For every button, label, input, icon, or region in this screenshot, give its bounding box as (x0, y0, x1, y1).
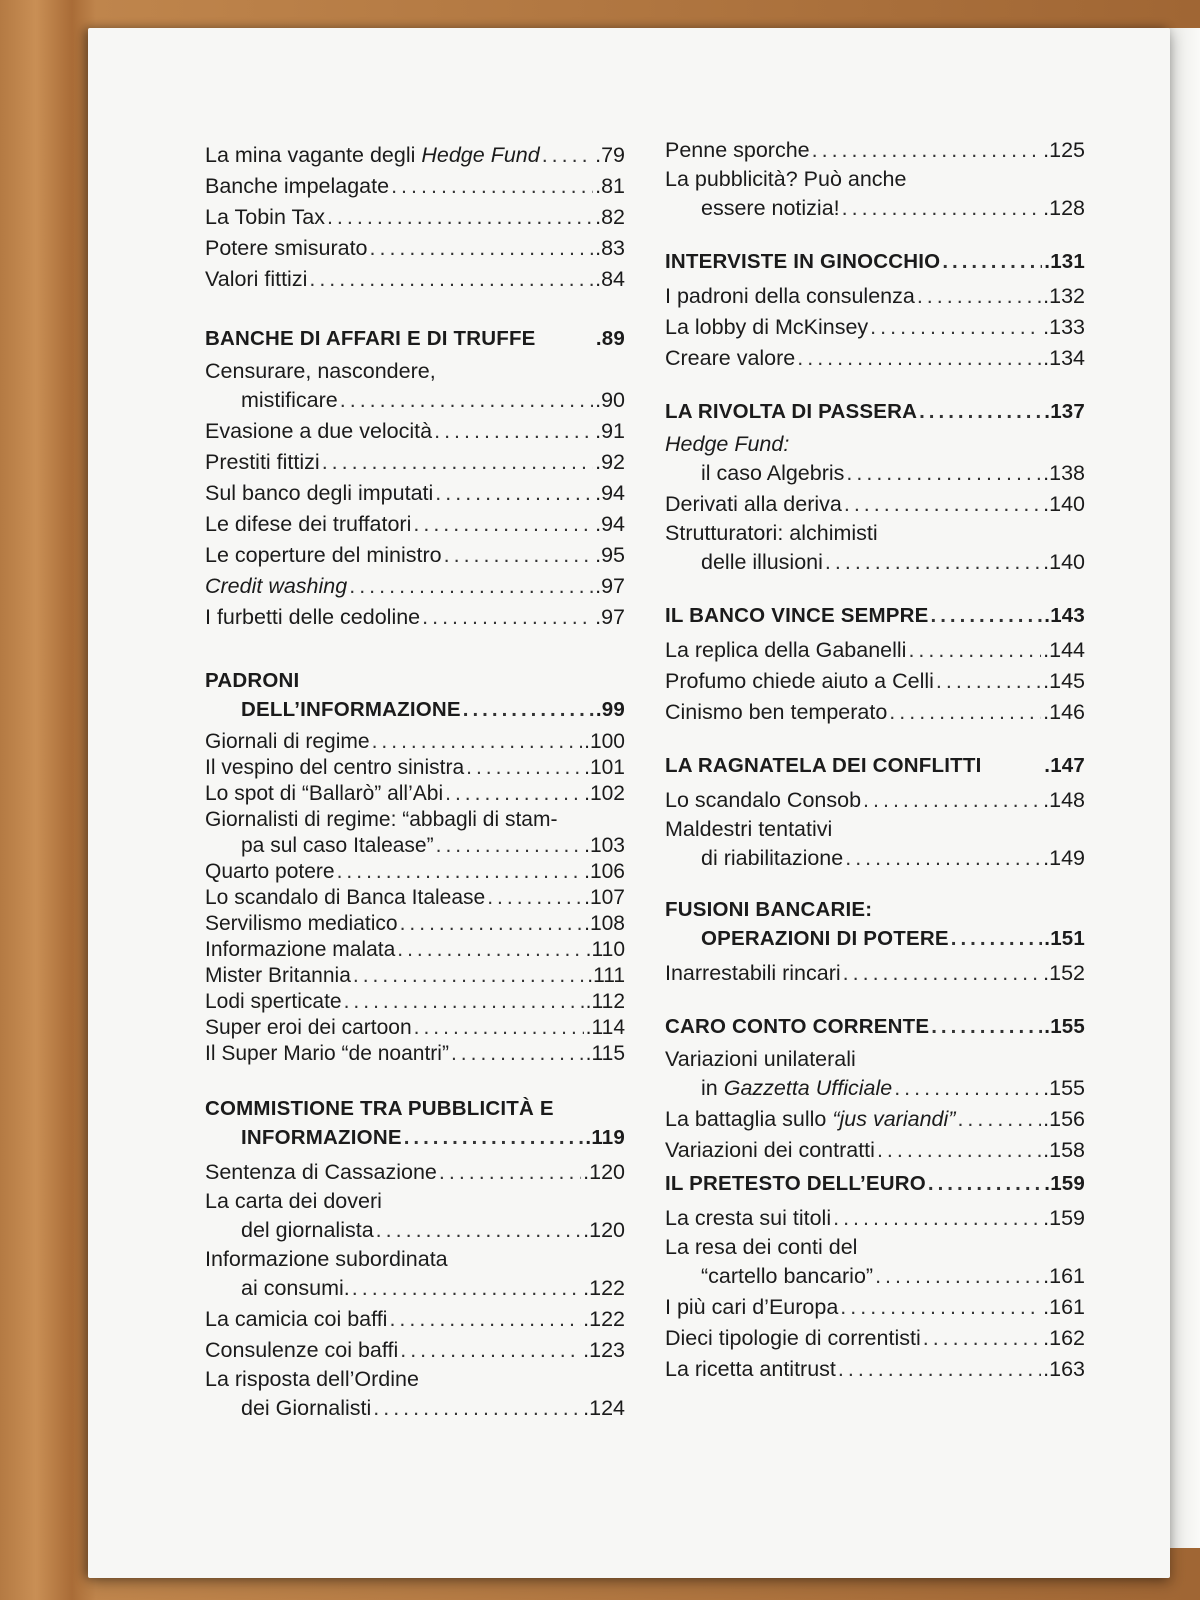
page-number: . 159 (1043, 1203, 1085, 1234)
toc-entry (205, 447, 625, 478)
toc-section-title (205, 667, 625, 725)
entry-label: Lo scandalo di Banca Italease (205, 886, 486, 909)
toc-entry (205, 509, 625, 540)
entry-label: Credit washing (205, 574, 348, 598)
page-number: . 111 (587, 963, 625, 989)
toc-entry (205, 755, 625, 781)
entry-label-line2: in (701, 1076, 718, 1100)
page-number: . 161 (1043, 1292, 1085, 1323)
toc-entry (665, 135, 1085, 166)
toc-entry (205, 233, 625, 264)
toc-section-title (205, 1095, 625, 1153)
toc-entry (665, 697, 1085, 728)
entry-label: Inarrestabili rincari (665, 961, 841, 985)
toc-entry (205, 911, 625, 937)
entry-label: Il vespino del centro sinistra (205, 756, 465, 779)
toc-entry (205, 478, 625, 509)
entry-label-line1: Hedge Fund: (665, 432, 790, 456)
entry-label: Le coperture del ministro (205, 543, 442, 567)
page-number: . 108 (584, 911, 625, 937)
entry-label: Sul banco degli imputati (205, 481, 434, 505)
toc-entry (205, 989, 625, 1015)
page-number: . 114 (586, 1015, 625, 1041)
toc-entry (205, 1273, 625, 1304)
page-number: . 79 (595, 140, 625, 171)
page-number: . 91 (595, 416, 625, 447)
entry-label: La camicia coi baffi (205, 1307, 388, 1331)
entry-label-italic: Gazzetta Ufficiale (723, 1076, 893, 1100)
entry-label: Le difese dei truffatori (205, 512, 412, 536)
section-page-number: . 99 (596, 694, 625, 725)
entry-label-line2: “cartello bancario” (701, 1264, 874, 1288)
toc-entry (665, 1292, 1085, 1323)
page-number: . 120 (583, 1215, 625, 1246)
toc-entry (665, 458, 1085, 489)
toc-entry (665, 489, 1085, 520)
entry-label: Banche impelagate (205, 174, 390, 198)
section-page-number: . 131 (1044, 246, 1085, 277)
entry-label: La ricetta antitrust (665, 1357, 836, 1381)
page-number: . 149 (1043, 843, 1085, 874)
toc-entry (205, 1041, 625, 1067)
entry-label: Cinismo ben temperato (665, 700, 888, 724)
toc-entry (205, 602, 625, 633)
page-number: . 92 (595, 447, 625, 478)
section-title-text: BANCHE DI AFFARI E DI TRUFFE (205, 327, 536, 350)
toc-entry (665, 1135, 1085, 1166)
toc-section-title (665, 750, 1085, 781)
page-number: . 146 (1043, 697, 1085, 728)
entry-label: Il Super Mario “de noantri” (205, 1042, 449, 1065)
page-number: . 140 (1043, 489, 1085, 520)
entry-label-line2: di riabilitazione (701, 846, 844, 870)
page-number: . 138 (1043, 458, 1085, 489)
entry-label-line2: del giornalista (241, 1218, 374, 1242)
entry-label: Derivati alla deriva (665, 492, 842, 516)
toc-section-title (205, 323, 625, 354)
entry-label: Prestiti fittizi (205, 450, 320, 474)
toc-entry (205, 885, 625, 911)
page-number: . 132 (1043, 281, 1085, 312)
entry-label: Servilismo mediatico (205, 912, 398, 935)
entry-label: La Tobin Tax (205, 205, 325, 229)
entry-label: Mister Britannia (205, 964, 351, 987)
entry-label: La cresta sui titoli (665, 1206, 832, 1230)
section-page-number: . 151 (1044, 923, 1085, 954)
section-page-number: . 89 (596, 323, 625, 354)
page-number: . 94 (595, 478, 625, 509)
page-number: . 120 (583, 1157, 625, 1188)
entry-label: Lo scandalo Consob (665, 788, 862, 812)
entry-label-line1: La pubblicità? Può anche (665, 167, 907, 191)
page-number: . 140 (1043, 547, 1085, 578)
entry-label: La battaglia sullo (665, 1107, 827, 1131)
entry-label: I più cari d’Europa (665, 1295, 839, 1319)
entry-label: Profumo chiede aiuto a Celli (665, 669, 934, 693)
page-number: . 106 (584, 859, 625, 885)
toc-entry (665, 312, 1085, 343)
toc-entry (205, 1335, 625, 1366)
toc-entry (205, 833, 625, 859)
entry-label: La lobby di McKinsey (665, 315, 869, 339)
entry-label-line2: dei Giornalisti (241, 1396, 372, 1420)
toc-entry (665, 193, 1085, 224)
page-number: . 128 (1043, 193, 1085, 224)
entry-label: I padroni della consulenza (665, 284, 915, 308)
toc-entry (205, 781, 625, 807)
entry-label: Lodi sperticate (205, 990, 342, 1013)
toc-entry (205, 202, 625, 233)
section-title-line1: COMMISTIONE TRA PUBBLICITÀ E (205, 1097, 554, 1120)
section-title-line2: OPERAZIONI DI POTERE (701, 927, 949, 950)
toc-section-title (665, 396, 1085, 427)
entry-label: La mina vagante degli (205, 143, 416, 167)
entry-label: Sentenza di Cassazione (205, 1160, 437, 1184)
entry-label-line2: delle illusioni (701, 550, 823, 574)
page-number: . 95 (595, 540, 625, 571)
toc-entry (205, 963, 625, 989)
toc-entry (205, 385, 625, 416)
entry-label-line1: La carta dei doveri (205, 1189, 382, 1213)
section-page-number: . 155 (1044, 1011, 1085, 1042)
toc-entry (665, 635, 1085, 666)
entry-label: Quarto potere (205, 860, 335, 883)
toc-entry (665, 1104, 1085, 1135)
toc-entry (205, 1015, 625, 1041)
entry-label: Creare valore (665, 346, 796, 370)
entry-label-line2: ai consumi. (241, 1276, 350, 1300)
entry-label: Dieci tipologie di correntisti (665, 1326, 921, 1350)
entry-label-line2: mistificare (241, 388, 338, 412)
section-title-text: IL PRETESTO DELL’EURO (665, 1172, 926, 1195)
toc-section-title (665, 1011, 1085, 1042)
entry-label-line1: La resa dei conti del (665, 1235, 858, 1259)
toc-entry (665, 1073, 1085, 1104)
page-number: . 97 (595, 602, 625, 633)
toc-section-title (665, 246, 1085, 277)
entry-label-line1: Censurare, nascondere, (205, 359, 436, 383)
entry-label-line1: Maldestri tentativi (665, 817, 833, 841)
entry-label: Potere smisurato (205, 236, 368, 260)
toc-section-title (665, 896, 1085, 954)
toc-entry (665, 785, 1085, 816)
page-number: . 125 (1043, 135, 1085, 166)
page-number: . 155 (1043, 1073, 1085, 1104)
section-title-text: LA RIVOLTA DI PASSERA (665, 400, 918, 423)
page-number: . 115 (586, 1041, 625, 1067)
page-number: . 100 (584, 729, 625, 755)
entry-label-italic: “jus variandi” (832, 1107, 956, 1131)
entry-label-line1: Giornalisti di regime: “abbagli di stam- (205, 808, 558, 831)
page-number: . 84 (595, 264, 625, 295)
toc-entry (205, 937, 625, 963)
page-number: . 110 (586, 937, 625, 963)
toc-section-title (665, 600, 1085, 631)
entry-label-line1: La risposta dell’Ordine (205, 1367, 419, 1391)
page-number: . 123 (583, 1335, 625, 1366)
toc-entry (205, 729, 625, 755)
page-number: . 145 (1043, 666, 1085, 697)
entry-label: I furbetti delle cedoline (205, 605, 421, 629)
page-number: . 156 (1043, 1104, 1085, 1135)
page-number: . 144 (1043, 635, 1085, 666)
page-number: . 102 (584, 781, 625, 807)
page-number: . 134 (1043, 343, 1085, 374)
toc-entry (205, 264, 625, 295)
toc-entry (205, 1215, 625, 1246)
page-number: . 112 (586, 989, 625, 1015)
entry-label: Informazione malata (205, 938, 396, 961)
section-title-text: LA RAGNATELA DEI CONFLITTI (665, 754, 982, 777)
page-number: . 133 (1043, 312, 1085, 343)
section-title-line2: INFORMAZIONE (241, 1126, 402, 1149)
entry-label-line1: Informazione subordinata (205, 1247, 448, 1271)
entry-label-italic: Hedge Fund (421, 143, 540, 167)
section-page-number: . 147 (1044, 750, 1085, 781)
entry-label-line1: Strutturatori: alchimisti (665, 521, 878, 545)
page-number: . 101 (584, 755, 625, 781)
page-number: . 81 (595, 171, 625, 202)
toc-section-title (665, 1168, 1085, 1199)
entry-label: La replica della Gabanelli (665, 638, 907, 662)
entry-label: Valori fittizi (205, 267, 308, 291)
section-page-number: . 119 (585, 1122, 625, 1153)
toc-left-column (205, 140, 625, 1424)
section-title-line1: PADRONI (205, 669, 300, 692)
toc-entry (665, 1261, 1085, 1292)
toc-entry (665, 666, 1085, 697)
page-number: . 103 (584, 833, 625, 859)
toc-entry (205, 1304, 625, 1335)
entry-label: Variazioni dei contratti (665, 1138, 875, 1162)
page-number: . 122 (583, 1304, 625, 1335)
section-page-number: . 159 (1044, 1168, 1085, 1199)
entry-label: Giornali di regime (205, 730, 370, 753)
section-page-number: . 137 (1044, 396, 1085, 427)
toc-entry (205, 1157, 625, 1188)
toc-entry (665, 343, 1085, 374)
page-number: . 158 (1043, 1135, 1085, 1166)
section-title-text: INTERVISTE IN GINOCCHIO (665, 250, 941, 273)
toc-entry (205, 540, 625, 571)
toc-entry (665, 281, 1085, 312)
section-page-number: . 143 (1044, 600, 1085, 631)
page-number: . 161 (1043, 1261, 1085, 1292)
entry-label: Super eroi dei cartoon (205, 1016, 412, 1039)
page-number: . 122 (583, 1273, 625, 1304)
entry-label-line1: Variazioni unilaterali (665, 1047, 856, 1071)
toc-entry (205, 859, 625, 885)
page-number: . 97 (595, 571, 625, 602)
page-number: . 148 (1043, 785, 1085, 816)
toc-entry (665, 1203, 1085, 1234)
page-number: . 163 (1043, 1354, 1085, 1385)
toc-entry (205, 571, 625, 602)
section-title-text: CARO CONTO CORRENTE (665, 1015, 930, 1038)
page-number: . 82 (595, 202, 625, 233)
section-title-line1: FUSIONI BANCARIE: (665, 898, 873, 921)
entry-label: Evasione a due velocità (205, 419, 433, 443)
page-number: . 107 (584, 885, 625, 911)
entry-label: Lo spot di “Ballarò” all’Abi (205, 782, 444, 805)
toc-entry (665, 843, 1085, 874)
toc-entry (205, 140, 625, 171)
toc-entry (205, 1393, 625, 1424)
toc-entry (665, 547, 1085, 578)
page-number: . 83 (595, 233, 625, 264)
toc-entry (205, 171, 625, 202)
page-number: . 124 (583, 1393, 625, 1424)
section-title-text: IL BANCO VINCE SEMPRE (665, 604, 929, 627)
page-number: . 152 (1043, 958, 1085, 989)
toc-entry (665, 1323, 1085, 1354)
entry-label-line2: pa sul caso Italease” (241, 834, 434, 857)
toc-entry (665, 958, 1085, 989)
toc-entry (665, 1354, 1085, 1385)
entry-label-line2: il caso Algebris (701, 461, 845, 485)
entry-label: Consulenze coi baffi (205, 1338, 399, 1362)
section-title-line2: DELL’INFORMAZIONE (241, 698, 461, 721)
page-number: . 94 (595, 509, 625, 540)
toc-entry (205, 416, 625, 447)
entry-label: Penne sporche (665, 138, 810, 162)
toc-right-column (665, 135, 1085, 1385)
page-number: . 162 (1043, 1323, 1085, 1354)
page-number: . 90 (595, 385, 625, 416)
entry-label-line2: essere notizia! (701, 196, 840, 220)
